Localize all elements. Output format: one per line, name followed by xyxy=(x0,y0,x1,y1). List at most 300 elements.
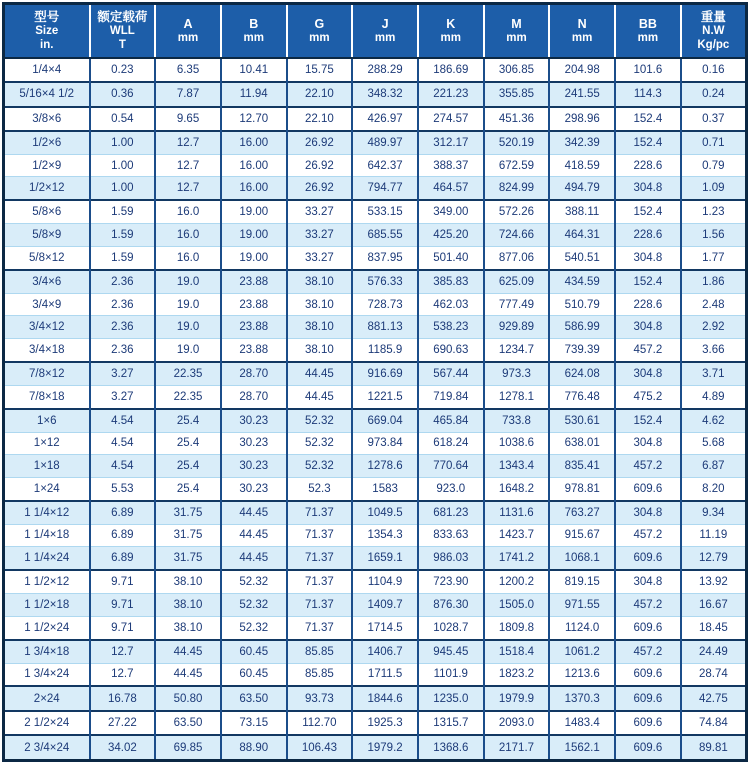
cell-a: 25.4 xyxy=(155,409,221,432)
cell-j: 1409.7 xyxy=(352,594,418,617)
table-row xyxy=(4,432,747,455)
cell-wll: 4.54 xyxy=(90,409,156,432)
cell-m: 1038.6 xyxy=(484,432,550,455)
cell-a: 38.10 xyxy=(155,570,221,593)
cell-a: 12.7 xyxy=(155,131,221,154)
cell-b: 19.00 xyxy=(221,200,287,223)
cell-n: 776.48 xyxy=(549,385,615,408)
cell-k: 690.63 xyxy=(418,338,484,361)
table-row xyxy=(4,107,747,131)
cell-m: 451.36 xyxy=(484,107,550,131)
cell-wll: 5.53 xyxy=(90,477,156,500)
cell-b: 63.50 xyxy=(221,686,287,710)
cell-size: 2 1/2×24 xyxy=(4,711,90,735)
cell-j: 669.04 xyxy=(352,409,418,432)
cell-weight: 1.86 xyxy=(681,270,747,293)
cell-weight: 0.24 xyxy=(681,82,747,106)
cell-k: 425.20 xyxy=(418,224,484,247)
cell-wll: 4.54 xyxy=(90,432,156,455)
cell-j: 1049.5 xyxy=(352,501,418,524)
cell-n: 1124.0 xyxy=(549,616,615,639)
header-bb-unit: mm xyxy=(637,31,659,44)
cell-bb: 457.2 xyxy=(615,455,681,478)
table-row xyxy=(4,686,747,710)
cell-b: 16.00 xyxy=(221,154,287,177)
cell-j: 1659.1 xyxy=(352,547,418,570)
cell-n: 971.55 xyxy=(549,594,615,617)
cell-k: 388.37 xyxy=(418,154,484,177)
cell-weight: 0.37 xyxy=(681,107,747,131)
cell-a: 22.35 xyxy=(155,362,221,385)
cell-j: 1925.3 xyxy=(352,711,418,735)
cell-m: 672.59 xyxy=(484,154,550,177)
cell-j: 1406.7 xyxy=(352,640,418,663)
cell-size: 3/4×18 xyxy=(4,338,90,361)
cell-g: 71.37 xyxy=(287,524,353,547)
cell-j: 1354.3 xyxy=(352,524,418,547)
table-row xyxy=(4,477,747,500)
cell-b: 30.23 xyxy=(221,432,287,455)
cell-weight: 3.66 xyxy=(681,338,747,361)
cell-k: 274.57 xyxy=(418,107,484,131)
header-a-letter: A xyxy=(183,16,193,31)
cell-g: 52.32 xyxy=(287,455,353,478)
cell-size: 1 1/2×18 xyxy=(4,594,90,617)
cell-j: 685.55 xyxy=(352,224,418,247)
cell-n: 638.01 xyxy=(549,432,615,455)
cell-weight: 4.89 xyxy=(681,385,747,408)
cell-bb: 228.6 xyxy=(615,154,681,177)
cell-bb: 152.4 xyxy=(615,107,681,131)
cell-n: 342.39 xyxy=(549,131,615,154)
cell-m: 2171.7 xyxy=(484,735,550,760)
cell-k: 876.30 xyxy=(418,594,484,617)
cell-a: 19.0 xyxy=(155,270,221,293)
cell-k: 1101.9 xyxy=(418,663,484,686)
cell-size: 1 3/4×18 xyxy=(4,640,90,663)
cell-j: 881.13 xyxy=(352,316,418,339)
header-wll-unit: T xyxy=(118,38,126,51)
cell-g: 22.10 xyxy=(287,82,353,106)
cell-weight: 12.79 xyxy=(681,547,747,570)
cell-m: 1343.4 xyxy=(484,455,550,478)
cell-b: 19.00 xyxy=(221,246,287,269)
cell-g: 15.75 xyxy=(287,58,353,82)
cell-j: 794.77 xyxy=(352,177,418,200)
table-row xyxy=(4,200,747,223)
cell-a: 19.0 xyxy=(155,293,221,316)
cell-a: 38.10 xyxy=(155,594,221,617)
cell-bb: 475.2 xyxy=(615,385,681,408)
cell-j: 1221.5 xyxy=(352,385,418,408)
cell-weight: 13.92 xyxy=(681,570,747,593)
cell-g: 85.85 xyxy=(287,640,353,663)
cell-size: 1 1/4×18 xyxy=(4,524,90,547)
cell-k: 1368.6 xyxy=(418,735,484,760)
table-row xyxy=(4,338,747,361)
cell-a: 69.85 xyxy=(155,735,221,760)
cell-m: 1823.2 xyxy=(484,663,550,686)
header-m xyxy=(484,4,550,59)
cell-n: 388.11 xyxy=(549,200,615,223)
cell-j: 348.32 xyxy=(352,82,418,106)
cell-k: 186.69 xyxy=(418,58,484,82)
cell-n: 204.98 xyxy=(549,58,615,82)
cell-wll: 2.36 xyxy=(90,293,156,316)
cell-k: 538.23 xyxy=(418,316,484,339)
table-row xyxy=(4,455,747,478)
header-n-letter: N xyxy=(577,16,587,31)
header-size-cjk: 型号 xyxy=(34,9,60,24)
header-m-letter: M xyxy=(511,16,522,31)
cell-k: 464.57 xyxy=(418,177,484,200)
cell-a: 63.50 xyxy=(155,711,221,735)
cell-weight: 0.16 xyxy=(681,58,747,82)
cell-size: 3/4×9 xyxy=(4,293,90,316)
cell-n: 530.61 xyxy=(549,409,615,432)
cell-weight: 1.77 xyxy=(681,246,747,269)
cell-m: 625.09 xyxy=(484,270,550,293)
cell-weight: 3.71 xyxy=(681,362,747,385)
cell-bb: 609.6 xyxy=(615,616,681,639)
cell-size: 5/8×12 xyxy=(4,246,90,269)
cell-bb: 457.2 xyxy=(615,338,681,361)
cell-size: 5/16×4 1/2 xyxy=(4,82,90,106)
header-weight-cjk: 重量 xyxy=(700,9,726,24)
cell-size: 1/2×6 xyxy=(4,131,90,154)
cell-m: 1131.6 xyxy=(484,501,550,524)
cell-wll: 4.54 xyxy=(90,455,156,478)
table-row xyxy=(4,409,747,432)
cell-g: 33.27 xyxy=(287,200,353,223)
cell-a: 16.0 xyxy=(155,224,221,247)
cell-b: 44.45 xyxy=(221,547,287,570)
cell-n: 510.79 xyxy=(549,293,615,316)
cell-a: 50.80 xyxy=(155,686,221,710)
cell-k: 723.90 xyxy=(418,570,484,593)
cell-weight: 24.49 xyxy=(681,640,747,663)
cell-m: 733.8 xyxy=(484,409,550,432)
cell-bb: 304.8 xyxy=(615,316,681,339)
table-row xyxy=(4,82,747,106)
cell-g: 85.85 xyxy=(287,663,353,686)
cell-wll: 34.02 xyxy=(90,735,156,760)
cell-k: 221.23 xyxy=(418,82,484,106)
cell-size: 1×12 xyxy=(4,432,90,455)
cell-bb: 304.8 xyxy=(615,570,681,593)
cell-weight: 9.34 xyxy=(681,501,747,524)
header-wll-cjk: 额定载荷 xyxy=(97,9,148,24)
header-b-unit: mm xyxy=(243,31,264,44)
table-row xyxy=(4,735,747,760)
cell-n: 915.67 xyxy=(549,524,615,547)
cell-k: 770.64 xyxy=(418,455,484,478)
cell-m: 1979.9 xyxy=(484,686,550,710)
cell-weight: 18.45 xyxy=(681,616,747,639)
cell-n: 1370.3 xyxy=(549,686,615,710)
cell-wll: 3.27 xyxy=(90,362,156,385)
cell-g: 33.27 xyxy=(287,246,353,269)
cell-n: 763.27 xyxy=(549,501,615,524)
header-bb xyxy=(615,4,681,59)
cell-g: 26.92 xyxy=(287,154,353,177)
header-g-unit: mm xyxy=(309,31,330,44)
table-row xyxy=(4,177,747,200)
cell-k: 567.44 xyxy=(418,362,484,385)
cell-g: 52.32 xyxy=(287,409,353,432)
header-weight-unit: Kg/pc xyxy=(697,38,730,51)
cell-weight: 1.09 xyxy=(681,177,747,200)
cell-b: 52.32 xyxy=(221,594,287,617)
cell-size: 5/8×6 xyxy=(4,200,90,223)
cell-j: 1278.6 xyxy=(352,455,418,478)
cell-weight: 89.81 xyxy=(681,735,747,760)
cell-k: 986.03 xyxy=(418,547,484,570)
header-a xyxy=(155,4,221,59)
cell-a: 16.0 xyxy=(155,200,221,223)
cell-weight: 5.68 xyxy=(681,432,747,455)
cell-a: 19.0 xyxy=(155,316,221,339)
cell-a: 25.4 xyxy=(155,455,221,478)
cell-size: 1 1/2×12 xyxy=(4,570,90,593)
cell-bb: 304.8 xyxy=(615,432,681,455)
cell-a: 22.35 xyxy=(155,385,221,408)
cell-wll: 12.7 xyxy=(90,640,156,663)
header-b xyxy=(221,4,287,59)
table-row xyxy=(4,270,747,293)
cell-g: 71.37 xyxy=(287,570,353,593)
cell-bb: 304.8 xyxy=(615,362,681,385)
cell-wll: 1.59 xyxy=(90,246,156,269)
spec-table xyxy=(2,2,748,762)
header-m-unit: mm xyxy=(506,31,527,44)
cell-g: 71.37 xyxy=(287,501,353,524)
cell-m: 306.85 xyxy=(484,58,550,82)
cell-wll: 2.36 xyxy=(90,338,156,361)
cell-bb: 609.6 xyxy=(615,547,681,570)
cell-b: 52.32 xyxy=(221,570,287,593)
cell-k: 385.83 xyxy=(418,270,484,293)
cell-m: 777.49 xyxy=(484,293,550,316)
cell-wll: 1.00 xyxy=(90,131,156,154)
cell-j: 1711.5 xyxy=(352,663,418,686)
cell-bb: 152.4 xyxy=(615,409,681,432)
cell-g: 52.32 xyxy=(287,432,353,455)
cell-m: 1518.4 xyxy=(484,640,550,663)
cell-j: 426.97 xyxy=(352,107,418,131)
cell-m: 929.89 xyxy=(484,316,550,339)
cell-bb: 152.4 xyxy=(615,131,681,154)
cell-weight: 11.19 xyxy=(681,524,747,547)
table-row xyxy=(4,501,747,524)
cell-b: 23.88 xyxy=(221,316,287,339)
cell-n: 434.59 xyxy=(549,270,615,293)
header-wll-en: WLL xyxy=(109,24,135,37)
cell-m: 1648.2 xyxy=(484,477,550,500)
header-a-unit: mm xyxy=(177,31,199,44)
cell-size: 2×24 xyxy=(4,686,90,710)
cell-wll: 6.89 xyxy=(90,547,156,570)
cell-a: 19.0 xyxy=(155,338,221,361)
header-k-unit: mm xyxy=(440,31,461,44)
cell-m: 1234.7 xyxy=(484,338,550,361)
cell-weight: 8.20 xyxy=(681,477,747,500)
cell-a: 31.75 xyxy=(155,547,221,570)
cell-n: 298.96 xyxy=(549,107,615,131)
cell-a: 25.4 xyxy=(155,477,221,500)
cell-j: 642.37 xyxy=(352,154,418,177)
cell-g: 106.43 xyxy=(287,735,353,760)
cell-weight: 16.67 xyxy=(681,594,747,617)
cell-wll: 1.59 xyxy=(90,224,156,247)
cell-size: 1 1/2×24 xyxy=(4,616,90,639)
header-n-unit: mm xyxy=(571,31,593,44)
cell-b: 44.45 xyxy=(221,501,287,524)
cell-size: 7/8×18 xyxy=(4,385,90,408)
cell-m: 355.85 xyxy=(484,82,550,106)
cell-n: 978.81 xyxy=(549,477,615,500)
cell-bb: 457.2 xyxy=(615,640,681,663)
header-k-letter: K xyxy=(446,16,456,31)
cell-wll: 9.71 xyxy=(90,616,156,639)
cell-weight: 2.92 xyxy=(681,316,747,339)
cell-wll: 0.54 xyxy=(90,107,156,131)
cell-weight: 0.79 xyxy=(681,154,747,177)
cell-wll: 0.36 xyxy=(90,82,156,106)
cell-wll: 3.27 xyxy=(90,385,156,408)
cell-size: 1 3/4×24 xyxy=(4,663,90,686)
cell-wll: 6.89 xyxy=(90,524,156,547)
header-g xyxy=(287,4,353,59)
cell-g: 26.92 xyxy=(287,131,353,154)
cell-n: 739.39 xyxy=(549,338,615,361)
table-row xyxy=(4,131,747,154)
cell-size: 3/8×6 xyxy=(4,107,90,131)
table-row xyxy=(4,640,747,663)
cell-m: 1505.0 xyxy=(484,594,550,617)
cell-k: 465.84 xyxy=(418,409,484,432)
cell-b: 19.00 xyxy=(221,224,287,247)
cell-bb: 152.4 xyxy=(615,200,681,223)
cell-j: 576.33 xyxy=(352,270,418,293)
table-row xyxy=(4,362,747,385)
cell-m: 824.99 xyxy=(484,177,550,200)
table-row xyxy=(4,663,747,686)
cell-n: 464.31 xyxy=(549,224,615,247)
cell-bb: 457.2 xyxy=(615,524,681,547)
cell-j: 728.73 xyxy=(352,293,418,316)
cell-k: 1315.7 xyxy=(418,711,484,735)
cell-bb: 304.8 xyxy=(615,177,681,200)
cell-g: 26.92 xyxy=(287,177,353,200)
header-b-letter: B xyxy=(249,16,259,31)
cell-g: 33.27 xyxy=(287,224,353,247)
table-row xyxy=(4,570,747,593)
cell-b: 60.45 xyxy=(221,640,287,663)
cell-b: 44.45 xyxy=(221,524,287,547)
cell-k: 945.45 xyxy=(418,640,484,663)
cell-bb: 152.4 xyxy=(615,270,681,293)
cell-j: 1583 xyxy=(352,477,418,500)
cell-bb: 304.8 xyxy=(615,501,681,524)
cell-m: 973.3 xyxy=(484,362,550,385)
cell-m: 520.19 xyxy=(484,131,550,154)
cell-b: 28.70 xyxy=(221,385,287,408)
cell-wll: 12.7 xyxy=(90,663,156,686)
header-weight-en: N.W xyxy=(702,24,725,37)
cell-n: 1562.1 xyxy=(549,735,615,760)
header-weight xyxy=(681,4,747,59)
cell-b: 23.88 xyxy=(221,338,287,361)
cell-j: 1185.9 xyxy=(352,338,418,361)
table-row xyxy=(4,293,747,316)
cell-a: 44.45 xyxy=(155,640,221,663)
cell-j: 1844.6 xyxy=(352,686,418,710)
cell-size: 2 3/4×24 xyxy=(4,735,90,760)
cell-b: 23.88 xyxy=(221,270,287,293)
cell-a: 16.0 xyxy=(155,246,221,269)
cell-wll: 2.36 xyxy=(90,270,156,293)
cell-a: 44.45 xyxy=(155,663,221,686)
cell-k: 349.00 xyxy=(418,200,484,223)
header-j-letter: J xyxy=(381,16,389,31)
cell-k: 618.24 xyxy=(418,432,484,455)
cell-g: 44.45 xyxy=(287,362,353,385)
cell-m: 877.06 xyxy=(484,246,550,269)
cell-k: 923.0 xyxy=(418,477,484,500)
cell-weight: 28.74 xyxy=(681,663,747,686)
cell-j: 837.95 xyxy=(352,246,418,269)
cell-b: 28.70 xyxy=(221,362,287,385)
cell-wll: 16.78 xyxy=(90,686,156,710)
cell-n: 819.15 xyxy=(549,570,615,593)
cell-weight: 74.84 xyxy=(681,711,747,735)
header-size xyxy=(4,4,90,59)
cell-b: 52.32 xyxy=(221,616,287,639)
cell-wll: 1.59 xyxy=(90,200,156,223)
cell-bb: 609.6 xyxy=(615,477,681,500)
cell-m: 1741.2 xyxy=(484,547,550,570)
table-row xyxy=(4,594,747,617)
cell-a: 6.35 xyxy=(155,58,221,82)
cell-size: 1/2×12 xyxy=(4,177,90,200)
cell-size: 3/4×6 xyxy=(4,270,90,293)
table-row xyxy=(4,547,747,570)
cell-weight: 42.75 xyxy=(681,686,747,710)
cell-b: 60.45 xyxy=(221,663,287,686)
cell-n: 835.41 xyxy=(549,455,615,478)
cell-k: 1028.7 xyxy=(418,616,484,639)
cell-b: 16.00 xyxy=(221,131,287,154)
cell-k: 719.84 xyxy=(418,385,484,408)
cell-n: 1061.2 xyxy=(549,640,615,663)
cell-m: 724.66 xyxy=(484,224,550,247)
cell-g: 38.10 xyxy=(287,270,353,293)
cell-j: 533.15 xyxy=(352,200,418,223)
spec-table-body xyxy=(4,58,747,761)
cell-a: 12.7 xyxy=(155,154,221,177)
table-row xyxy=(4,246,747,269)
cell-size: 7/8×12 xyxy=(4,362,90,385)
cell-bb: 457.2 xyxy=(615,594,681,617)
header-n xyxy=(549,4,615,59)
table-row xyxy=(4,224,747,247)
cell-b: 88.90 xyxy=(221,735,287,760)
cell-j: 489.97 xyxy=(352,131,418,154)
cell-j: 288.29 xyxy=(352,58,418,82)
cell-m: 2093.0 xyxy=(484,711,550,735)
cell-m: 1278.1 xyxy=(484,385,550,408)
